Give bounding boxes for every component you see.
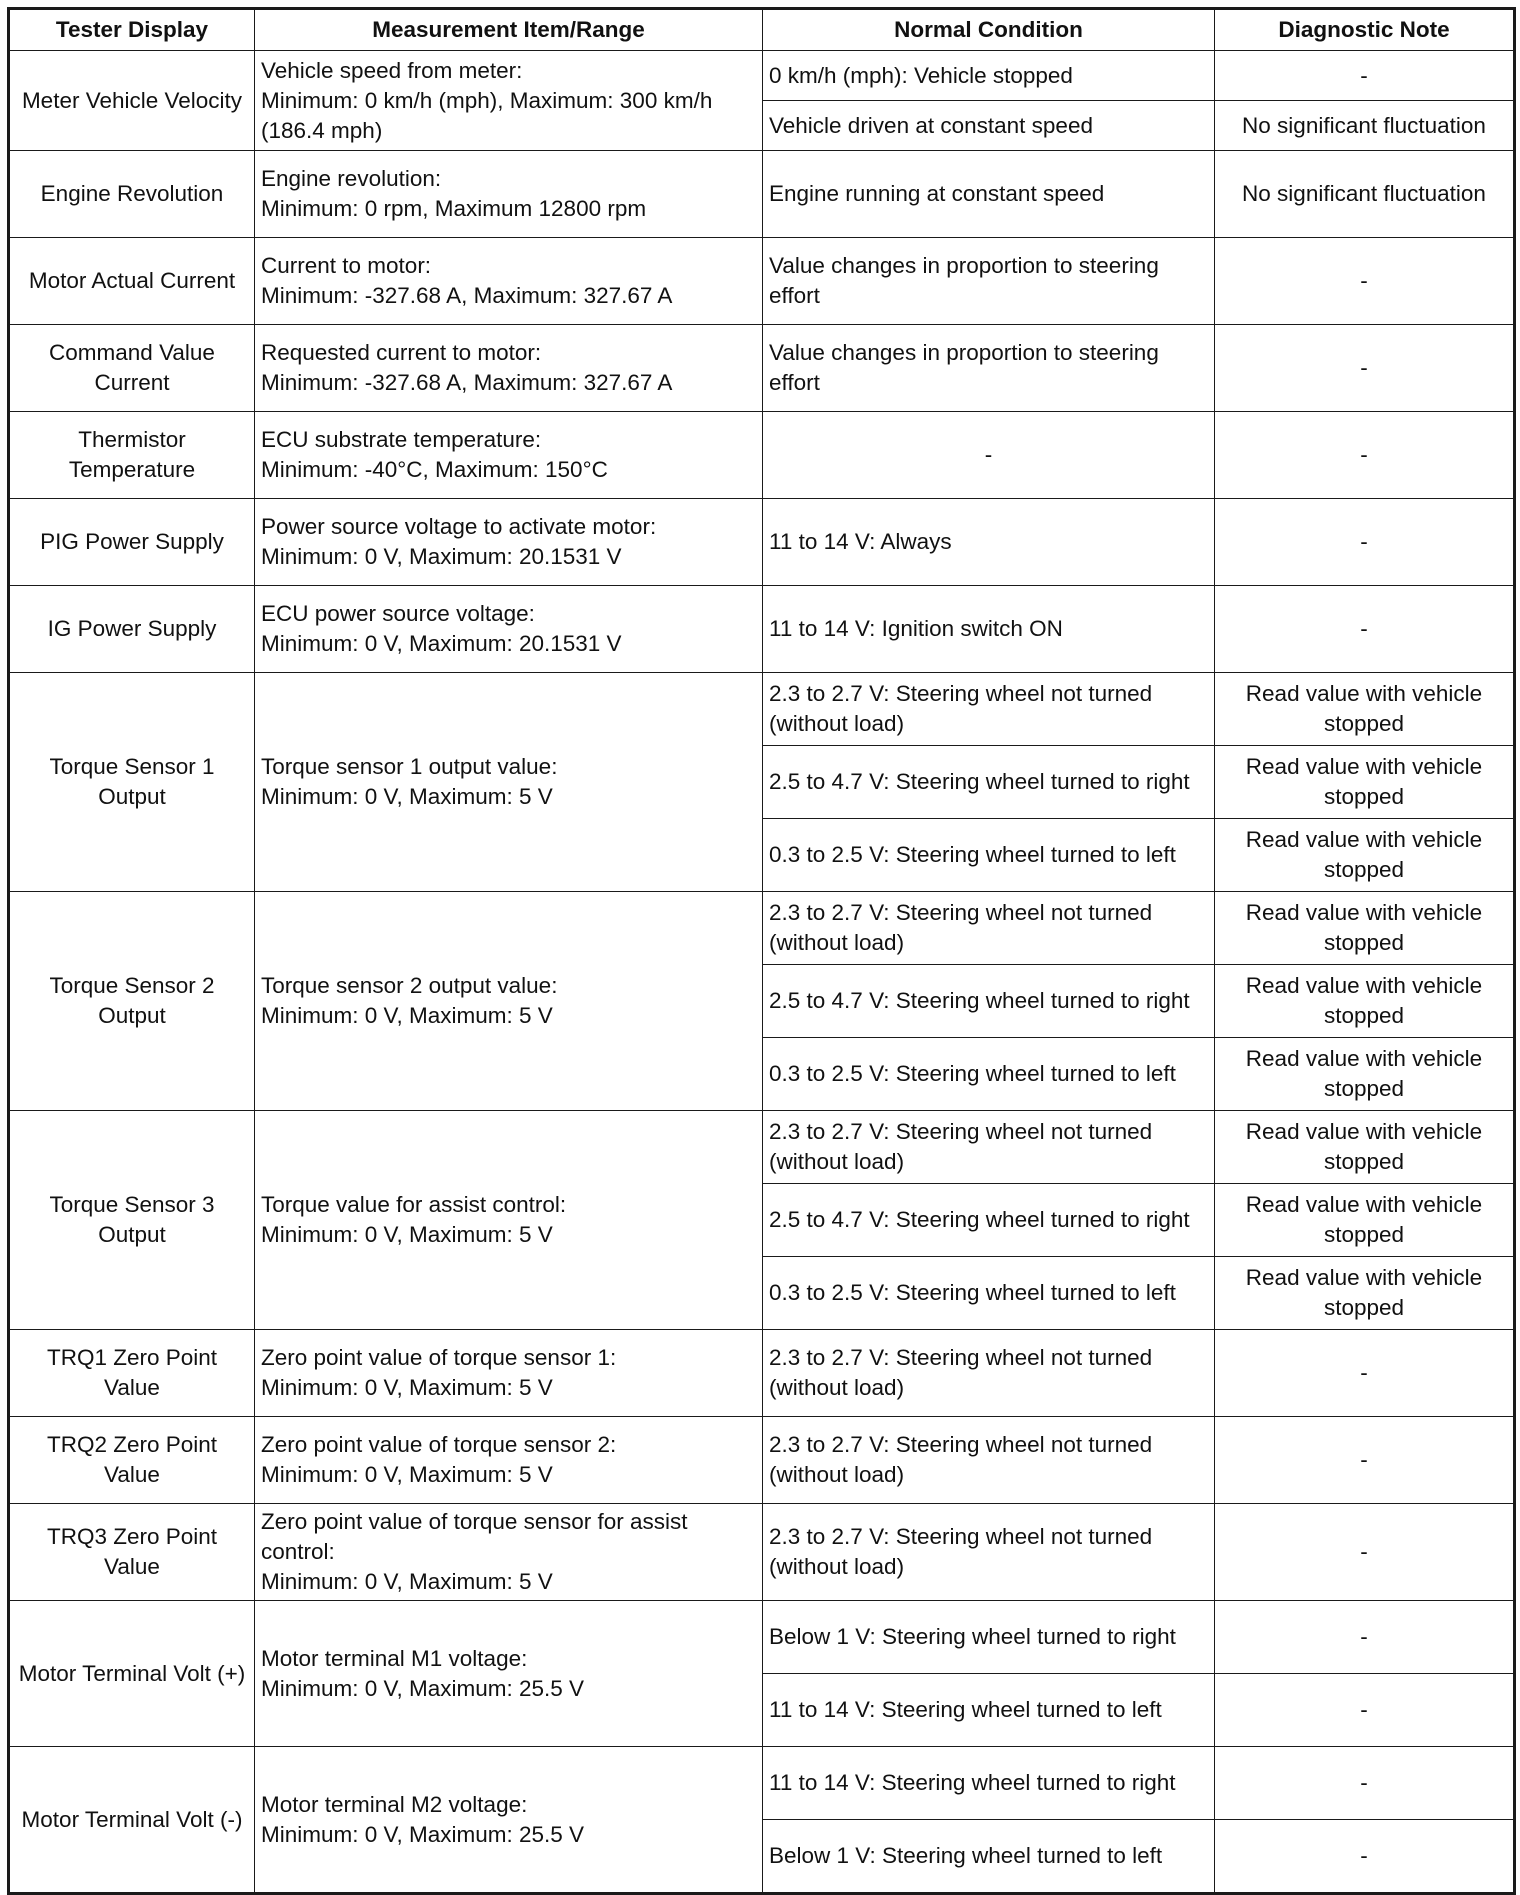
normal-condition-cell: 2.3 to 2.7 V: Steering wheel not turned (without load) [763,673,1215,746]
normal-condition-cell: 11 to 14 V: Ignition switch ON [763,586,1215,673]
normal-condition-cell: Below 1 V: Steering wheel turned to left [763,1820,1215,1894]
diagnostic-note-cell: - [1215,499,1515,586]
normal-condition-cell: 2.3 to 2.7 V: Steering wheel not turned (without load) [763,1330,1215,1417]
measurement-item-cell [255,325,763,412]
diagnostic-note-cell: Read value with vehicle stopped [1215,1111,1515,1184]
table-row [9,586,1515,673]
diagnostic-note-cell: - [1215,1820,1515,1894]
table-body [9,51,1515,1894]
measurement-range: Minimum: 0 V, Maximum: 25.5 V [261,1675,585,1701]
header-diagnostic-note: Diagnostic Note [1215,9,1515,51]
measurement-item-label: Zero point value of torque sensor for assist control: [261,1509,688,1564]
header-row [9,9,1515,51]
header-tester-display: Tester Display [9,9,255,51]
diagnostic-note-cell: Read value with vehicle stopped [1215,1038,1515,1111]
diagnostic-note-cell: Read value with vehicle stopped [1215,892,1515,965]
measurement-item-label: Motor terminal M1 voltage: [261,1645,528,1671]
table-row [9,673,1515,746]
measurement-item-label: Vehicle speed from meter: [261,57,523,83]
measurement-range: Minimum: 0 km/h (mph), Maximum: 300 km/h (186.4 mph) [261,87,713,143]
normal-condition-cell: - [763,412,1215,499]
normal-condition-cell: 2.3 to 2.7 V: Steering wheel not turned (without load) [763,892,1215,965]
normal-condition-cell: 0.3 to 2.5 V: Steering wheel turned to left [763,819,1215,892]
measurement-item-label: Torque sensor 2 output value: [261,973,558,998]
table-row [9,1111,1515,1184]
tester-display-cell: TRQ3 Zero Point Value [9,1504,255,1601]
measurement-item-label: Requested current to motor: [261,340,542,365]
diagnostic-note-cell: - [1215,238,1515,325]
diagnostic-note-cell: - [1215,1747,1515,1820]
normal-condition-cell: Vehicle driven at constant speed [763,101,1215,151]
measurement-item-cell [255,1747,763,1894]
normal-condition-cell: Below 1 V: Steering wheel turned to right [763,1601,1215,1674]
diagnostic-note-cell: - [1215,51,1515,101]
table-row [9,412,1515,499]
measurement-range: Minimum: 0 V, Maximum: 20.1531 V [261,544,622,569]
tester-display-cell: Motor Terminal Volt (-) [9,1747,255,1894]
measurement-item-label: Zero point value of torque sensor 2: [261,1432,617,1457]
diagnostic-note-cell: - [1215,1417,1515,1504]
diagnostic-note-cell: No significant fluctuation [1215,151,1515,238]
table-row [9,892,1515,965]
tester-display-cell: Command Value Current [9,325,255,412]
normal-condition-cell: 2.3 to 2.7 V: Steering wheel not turned (without load) [763,1417,1215,1504]
measurement-item-cell [255,1417,763,1504]
diagnostic-note-cell: Read value with vehicle stopped [1215,1184,1515,1257]
data-list-table-wrapper [7,7,1513,1895]
measurement-range: Minimum: 0 V, Maximum: 5 V [261,1569,553,1594]
measurement-range: Minimum: 0 rpm, Maximum 12800 rpm [261,196,647,221]
measurement-item-cell [255,151,763,238]
normal-condition-cell: 2.3 to 2.7 V: Steering wheel not turned (without load) [763,1504,1215,1601]
tester-display-cell: TRQ2 Zero Point Value [9,1417,255,1504]
diagnostic-note-cell: Read value with vehicle stopped [1215,673,1515,746]
tester-display-cell: Meter Vehicle Velocity [9,51,255,151]
header-normal-condition: Normal Condition [763,9,1215,51]
header-measurement-item: Measurement Item/Range [255,9,763,51]
measurement-item-cell [255,892,763,1111]
table-row [9,238,1515,325]
measurement-range: Minimum: 0 V, Maximum: 25.5 V [261,1821,585,1847]
measurement-item-cell [255,412,763,499]
measurement-item-cell [255,499,763,586]
diagnostic-note-cell: - [1215,1674,1515,1747]
normal-condition-cell: 11 to 14 V: Steering wheel turned to right [763,1747,1215,1820]
measurement-item-cell [255,1601,763,1747]
measurement-item-label: Power source voltage to activate motor: [261,514,657,539]
table-row [9,151,1515,238]
measurement-range: Minimum: 0 V, Maximum: 5 V [261,784,553,809]
table-row [9,1747,1515,1820]
measurement-item-cell [255,1504,763,1601]
tester-display-cell: Motor Actual Current [9,238,255,325]
normal-condition-cell: 0.3 to 2.5 V: Steering wheel turned to left [763,1038,1215,1111]
measurement-item-cell [255,1111,763,1330]
normal-condition-cell: Engine running at constant speed [763,151,1215,238]
normal-condition-cell: 2.5 to 4.7 V: Steering wheel turned to right [763,1184,1215,1257]
diagnostic-note-cell: Read value with vehicle stopped [1215,819,1515,892]
table-row [9,1601,1515,1674]
measurement-range: Minimum: -327.68 A, Maximum: 327.67 A [261,283,673,308]
measurement-range: Minimum: 0 V, Maximum: 5 V [261,1222,553,1247]
diagnostic-note-cell: - [1215,325,1515,412]
diagnostic-note-cell: - [1215,1601,1515,1674]
normal-condition-cell: 2.5 to 4.7 V: Steering wheel turned to right [763,746,1215,819]
diagnostic-note-cell: Read value with vehicle stopped [1215,746,1515,819]
normal-condition-cell: 11 to 14 V: Steering wheel turned to left [763,1674,1215,1747]
measurement-item-cell [255,238,763,325]
measurement-item-cell [255,586,763,673]
normal-condition-cell: 0 km/h (mph): Vehicle stopped [763,51,1215,101]
measurement-range: Minimum: 0 V, Maximum: 5 V [261,1462,553,1487]
table-row [9,1504,1515,1601]
measurement-item-cell [255,673,763,892]
diagnostic-note-cell: - [1215,1504,1515,1601]
tester-display-cell: Engine Revolution [9,151,255,238]
tester-display-cell: IG Power Supply [9,586,255,673]
tester-display-cell: Torque Sensor 1 Output [9,673,255,892]
measurement-range: Minimum: -327.68 A, Maximum: 327.67 A [261,370,673,395]
tester-display-cell: Torque Sensor 3 Output [9,1111,255,1330]
measurement-item-label: Zero point value of torque sensor 1: [261,1345,617,1370]
measurement-range: Minimum: 0 V, Maximum: 5 V [261,1375,553,1400]
tester-display-cell: Torque Sensor 2 Output [9,892,255,1111]
measurement-item-label: Current to motor: [261,253,432,278]
normal-condition-cell: 0.3 to 2.5 V: Steering wheel turned to left [763,1257,1215,1330]
diagnostic-note-cell: Read value with vehicle stopped [1215,1257,1515,1330]
normal-condition-cell: Value changes in proportion to steering effort [763,238,1215,325]
measurement-range: Minimum: -40°C, Maximum: 150°C [261,457,608,482]
diagnostic-note-cell: - [1215,1330,1515,1417]
normal-condition-cell: Value changes in proportion to steering effort [763,325,1215,412]
measurement-item-label: Torque sensor 1 output value: [261,754,558,779]
measurement-item-cell [255,1330,763,1417]
tester-display-cell: Thermistor Temperature [9,412,255,499]
measurement-range: Minimum: 0 V, Maximum: 20.1531 V [261,631,622,656]
diagnostic-note-cell: No significant fluctuation [1215,101,1515,151]
normal-condition-cell: 2.3 to 2.7 V: Steering wheel not turned (without load) [763,1111,1215,1184]
normal-condition-cell: 11 to 14 V: Always [763,499,1215,586]
tester-display-cell: PIG Power Supply [9,499,255,586]
measurement-item-label: ECU substrate temperature: [261,427,542,452]
measurement-item-cell [255,51,763,151]
measurement-item-label: Engine revolution: [261,166,442,191]
table-row [9,325,1515,412]
table-row [9,1417,1515,1504]
normal-condition-cell: 2.5 to 4.7 V: Steering wheel turned to right [763,965,1215,1038]
diagnostic-note-cell: Read value with vehicle stopped [1215,965,1515,1038]
measurement-item-label: Motor terminal M2 voltage: [261,1791,528,1817]
measurement-item-label: Torque value for assist control: [261,1192,567,1217]
table-row [9,1330,1515,1417]
measurement-item-label: ECU power source voltage: [261,601,535,626]
diagnostic-note-cell: - [1215,586,1515,673]
diagnostic-note-cell: - [1215,412,1515,499]
table-row [9,51,1515,101]
data-list-table [7,7,1516,1895]
tester-display-cell: TRQ1 Zero Point Value [9,1330,255,1417]
table-row [9,499,1515,586]
tester-display-cell: Motor Terminal Volt (+) [9,1601,255,1747]
measurement-range: Minimum: 0 V, Maximum: 5 V [261,1003,553,1028]
